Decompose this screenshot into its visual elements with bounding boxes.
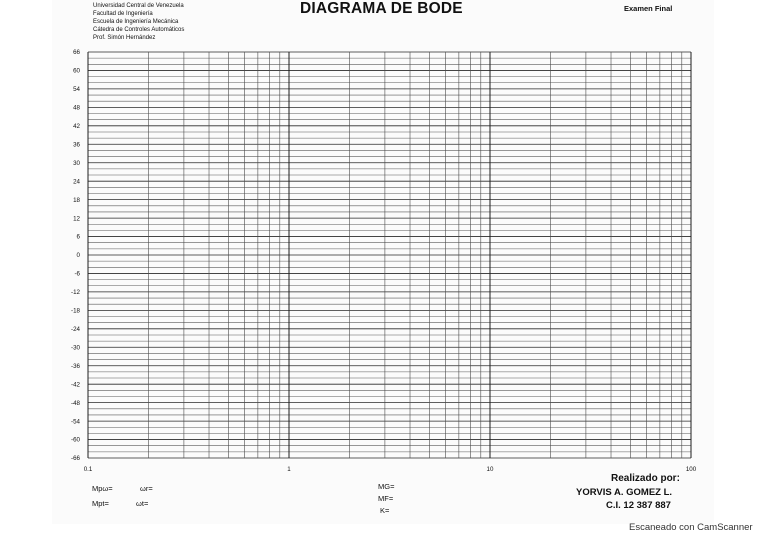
y-tick-label: 24 <box>73 178 80 186</box>
gain-constant-field: K= <box>380 506 390 515</box>
x-tick-label: 1 <box>287 466 291 473</box>
horizontal-gridlines <box>88 52 691 458</box>
y-tick-label: -42 <box>71 381 80 389</box>
x-tick-label: 100 <box>685 466 697 473</box>
gain-margin-field: MG= <box>378 482 395 491</box>
made-by-label: Realizado por: <box>611 473 680 484</box>
phase-margin-field: MF= <box>378 494 394 503</box>
y-tick-label: 18 <box>73 196 80 204</box>
y-tick-label: -66 <box>71 455 80 463</box>
x-tick-label: 0.1 <box>83 466 93 473</box>
y-tick-label: 30 <box>73 159 80 167</box>
y-tick-label: -30 <box>71 344 80 352</box>
y-tick-label: 60 <box>73 67 80 75</box>
institution-line: Prof. Simón Hernández <box>93 35 156 41</box>
y-tick-label: -36 <box>71 362 80 370</box>
y-tick-label: 12 <box>73 215 80 223</box>
y-tick-label: 6 <box>76 233 80 241</box>
exam-label: Examen Final <box>624 4 673 13</box>
time-peak-field: Mpt= <box>92 499 109 508</box>
institution-line: Escuela de Ingeniería Mecánica <box>93 19 179 25</box>
institution-line: Facultad de Ingeniería <box>93 11 153 17</box>
y-tick-label: -18 <box>71 307 80 315</box>
y-tick-label: 36 <box>73 141 80 149</box>
y-tick-label: -6 <box>74 270 80 278</box>
time-frequency-field: ωt= <box>136 499 149 508</box>
y-tick-label: 54 <box>73 86 80 94</box>
y-tick-label: 66 <box>73 49 80 57</box>
y-tick-labels <box>71 49 81 462</box>
y-tick-label: -60 <box>71 436 80 444</box>
institution-line: Cátedra de Controles Automáticos <box>93 27 185 33</box>
y-tick-label: -24 <box>71 326 80 334</box>
x-tick-labels <box>84 466 697 473</box>
author-name: YORVIS A. GOMEZ L. <box>576 487 673 498</box>
author-id: C.I. 12 387 887 <box>606 500 671 511</box>
institution-line: Universidad Central de Venezuela <box>93 3 184 9</box>
y-tick-label: -12 <box>71 289 80 297</box>
x-tick-label: 10 <box>486 466 494 473</box>
y-tick-label: -54 <box>71 418 80 426</box>
resonance-peak-field: Mpω= <box>92 484 113 493</box>
y-tick-label: 42 <box>73 123 80 131</box>
resonance-frequency-field: ωr= <box>140 484 153 493</box>
y-tick-label: 48 <box>73 104 80 112</box>
y-tick-label: -48 <box>71 399 80 407</box>
page-title: DIAGRAMA DE BODE <box>300 0 463 17</box>
y-tick-label: 0 <box>76 252 80 260</box>
scanner-watermark: Escaneado con CamScanner <box>629 522 753 533</box>
